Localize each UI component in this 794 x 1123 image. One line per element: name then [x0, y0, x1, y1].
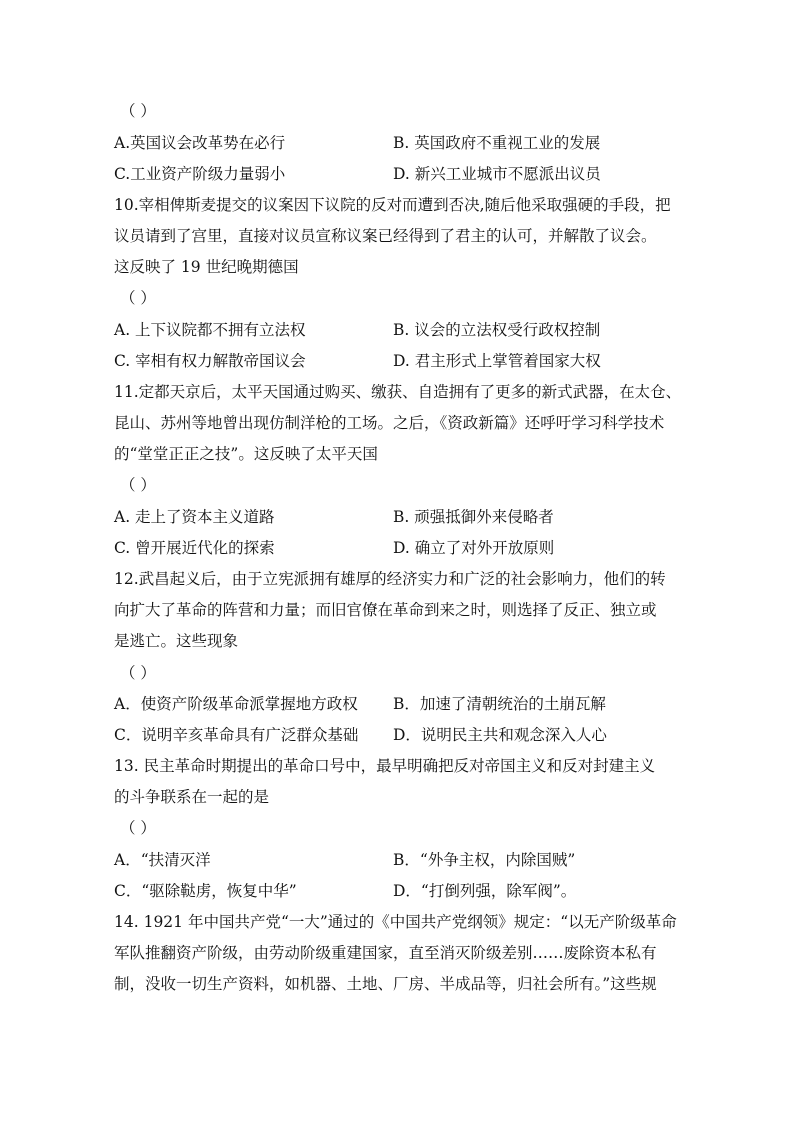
option-a: A．使资产阶级革命派掌握地方政权	[114, 695, 358, 713]
question-11-line-3: 的“堂堂正正之技”。这反映了太平天国	[114, 445, 378, 463]
option-b: B. 顽强抵御外来侵略者	[393, 508, 554, 526]
question-13-line-2: 的斗争联系在一起的是	[114, 788, 270, 806]
answer-parentheses: （ ）	[120, 664, 156, 682]
question-10-line-1: 10.宰相俾斯麦提交的议案因下议院的反对而遭到否决,随后他采取强硬的手段，把	[114, 196, 671, 214]
question-10-line-2: 议员请到了宫里，直接对议员宣称议案已经得到了君主的认可，并解散了议会。	[114, 227, 657, 245]
option-d: D. 确立了对外开放原则	[393, 539, 555, 557]
option-a: A.英国议会改革势在必行	[114, 134, 286, 152]
option-b: B．“外争主权，内除国贼”	[393, 851, 576, 869]
option-d: D．“打倒列强，除军阀”。	[393, 882, 577, 900]
question-12-line-1: 12.武昌起义后，由于立宪派拥有雄厚的经济实力和广泛的社会影响力，他们的转	[114, 570, 666, 588]
question-12-line-2: 向扩大了革命的阵营和力量；而旧官僚在革命到来之时，则选择了反正、独立或	[114, 601, 657, 619]
option-a: A. 上下议院都不拥有立法权	[114, 321, 306, 339]
option-b: B. 议会的立法权受行政权控制	[393, 321, 601, 339]
question-11-line-1: 11.定都天京后，太平天国通过购买、缴获、自造拥有了更多的新式武器，在太仓、	[114, 383, 682, 401]
option-c: C. 宰相有权力解散帝国议会	[114, 352, 306, 370]
question-11-line-2: 昆山、苏州等地曾出现仿制洋枪的工场。之后，《资政新篇》还呼吁学习科学技术	[114, 414, 665, 432]
option-c: C. 曾开展近代化的探索	[114, 539, 275, 557]
option-b: B．加速了清朝统治的土崩瓦解	[393, 695, 606, 713]
answer-parentheses: （ ）	[120, 102, 156, 120]
question-14-line-1: 14. 1921 年中国共产党“一大”通过的《中国共产党纲领》规定：“以无产阶级革命	[114, 913, 677, 931]
option-b: B. 英国政府不重视工业的发展	[393, 134, 601, 152]
answer-parentheses: （ ）	[120, 819, 156, 837]
option-c: C．说明辛亥革命具有广泛群众基础	[114, 726, 359, 744]
option-c: C.工业资产阶级力量弱小	[114, 165, 286, 183]
option-d: D. 新兴工业城市不愿派出议员	[393, 165, 601, 183]
option-a: A. 走上了资本主义道路	[114, 508, 275, 526]
question-10-line-3: 这反映了 19 世纪晚期德国	[114, 258, 299, 276]
option-a: A．“扶清灭洋	[114, 851, 211, 869]
question-14-line-3: 制，没收一切生产资料，如机器、土地、厂房、半成品等，归社会所有。”这些规	[114, 975, 657, 993]
answer-parentheses: （ ）	[120, 476, 156, 494]
option-d: D. 君主形式上掌管着国家大权	[393, 352, 601, 370]
option-c: C．“驱除鞑虏，恢复中华”	[114, 882, 297, 900]
option-d: D．说明民主共和观念深入人心	[393, 726, 607, 744]
question-12-line-3: 是逃亡。这些现象	[114, 632, 239, 650]
question-13-line-1: 13. 民主革命时期提出的革命口号中，最早明确把反对帝国主义和反对封建主义	[114, 757, 656, 775]
question-14-line-2: 军队推翻资产阶级，由劳动阶级重建国家，直至消灭阶级差别……废除资本私有	[114, 944, 657, 962]
answer-parentheses: （ ）	[120, 289, 156, 307]
